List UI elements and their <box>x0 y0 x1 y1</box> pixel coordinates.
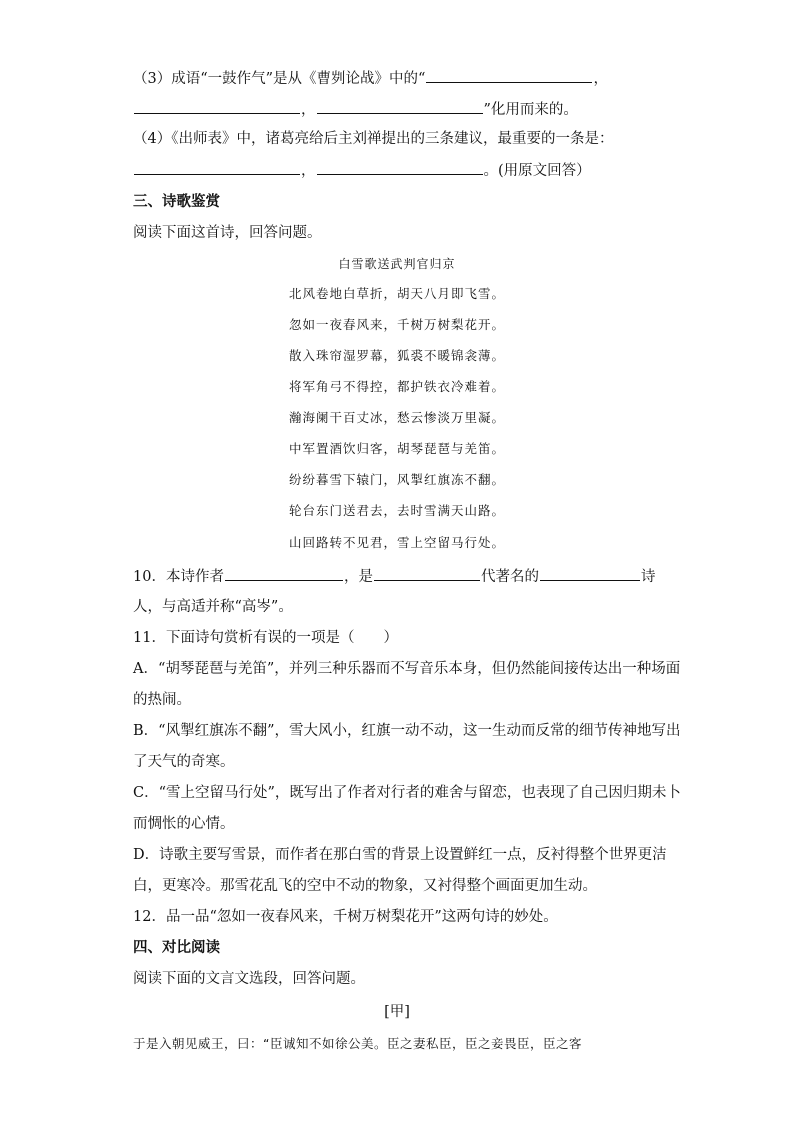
poem-line: 轮台东门送君去，去时雪满天山路。 <box>288 503 505 518</box>
poem-line: 忽如一夜春风来，千树万树梨花开。 <box>288 317 505 332</box>
q10-line-1: 10．本诗作者 ，是 代著名的 诗 <box>133 566 704 587</box>
q4-line-2: ， 。(用原文回答） <box>133 160 704 181</box>
q4-text: （4）《出师表》中，诸葛亮给后主刘禅提出的三条建议，最重要的一条是： <box>133 131 614 147</box>
q3-blank-2[interactable] <box>134 99 300 114</box>
q3-line-2: ， ”化用而来的。 <box>133 99 704 120</box>
section-instruction: 阅读下面的文言文选段，回答问题。 <box>133 971 365 987</box>
q11-option-b[interactable]: B．“风掣红旗冻不翻”，雪大风小，红旗一动不动，这一生动而反常的细节传神地写出 <box>133 723 681 739</box>
poem-line: 纷纷暮雪下辕门，风掣红旗冻不翻。 <box>288 472 505 487</box>
q11-option-c[interactable]: C．“雪上空留马行处”，既写出了作者对行者的难舍与留恋，也表现了自己因归期未卜 <box>133 785 681 801</box>
q3-line-1: （3）成语“一鼓作气”是从《曹刿论战》中的“ ， <box>133 68 704 89</box>
poem-line: 瀚海阑干百丈冰，愁云惨淡万里凝。 <box>288 410 505 425</box>
poem-line: 散入珠帘湿罗幕，狐裘不暖锦衾薄。 <box>288 348 505 363</box>
q3-blank-1[interactable] <box>426 68 592 83</box>
passage-text: 于是入朝见威王，曰：“臣诚知不如徐公美。臣之妻私臣，臣之妾畏臣，臣之客 <box>133 1036 582 1051</box>
q10-blank-dynasty[interactable] <box>374 566 480 581</box>
section-instruction: 阅读下面这首诗，回答问题。 <box>133 225 322 241</box>
q11-option-d[interactable]: D．诗歌主要写雪景，而作者在那白雪的背景上设置鲜红一点，反衬得整个世界更洁 <box>133 847 667 863</box>
poem-line: 北风卷地白草折，胡天八月即飞雪。 <box>288 286 505 301</box>
q10-blank-author[interactable] <box>225 566 343 581</box>
poem-line: 中军置酒饮归客，胡琴琵琶与羌笛。 <box>288 441 505 456</box>
q4-blank-2[interactable] <box>317 160 483 175</box>
q3-blank-3[interactable] <box>317 99 483 114</box>
q11-stem: 11．下面诗句赏析有误的一项是（ ） <box>133 630 398 646</box>
poem-title: 白雪歌送武判官归京 <box>338 257 456 271</box>
poem-line: 山回路转不见君，雪上空留马行处。 <box>288 535 505 550</box>
section-heading-poetry: 三、诗歌鉴赏 <box>133 194 220 210</box>
q3-text: （3）成语“一鼓作气”是从《曹刿论战》中的“ <box>133 71 426 87</box>
poem-line: 将军角弓不得控，都护铁衣冷难着。 <box>288 379 505 394</box>
q4-blank-1[interactable] <box>134 160 300 175</box>
q11-option-d-cont: 白，更寒冷。那雪花乱飞的空中不动的物象，又衬得整个画面更加生动。 <box>133 878 597 894</box>
q11-option-c-cont: 而惆怅的心情。 <box>133 816 235 832</box>
q4-line-1 <box>133 129 704 149</box>
q10-line-2: 人，与高适并称“高岑”。 <box>133 599 293 615</box>
passage-label: [甲] <box>384 1004 410 1020</box>
q11-option-b-cont: 了天气的奇寒。 <box>133 754 235 770</box>
q10-blank-genre[interactable] <box>540 566 640 581</box>
q11-option-a[interactable]: A．“胡琴琵琶与羌笛”，并列三种乐器而不写音乐本身，但仍然能间接传达出一种场面 <box>133 661 681 677</box>
q11-option-a-cont: 的热闹。 <box>133 692 191 708</box>
q12-stem: 12．品一品“忽如一夜春风来，千树万树梨花开”这两句诗的妙处。 <box>133 909 558 925</box>
section-heading-comparison: 四、对比阅读 <box>133 940 220 956</box>
